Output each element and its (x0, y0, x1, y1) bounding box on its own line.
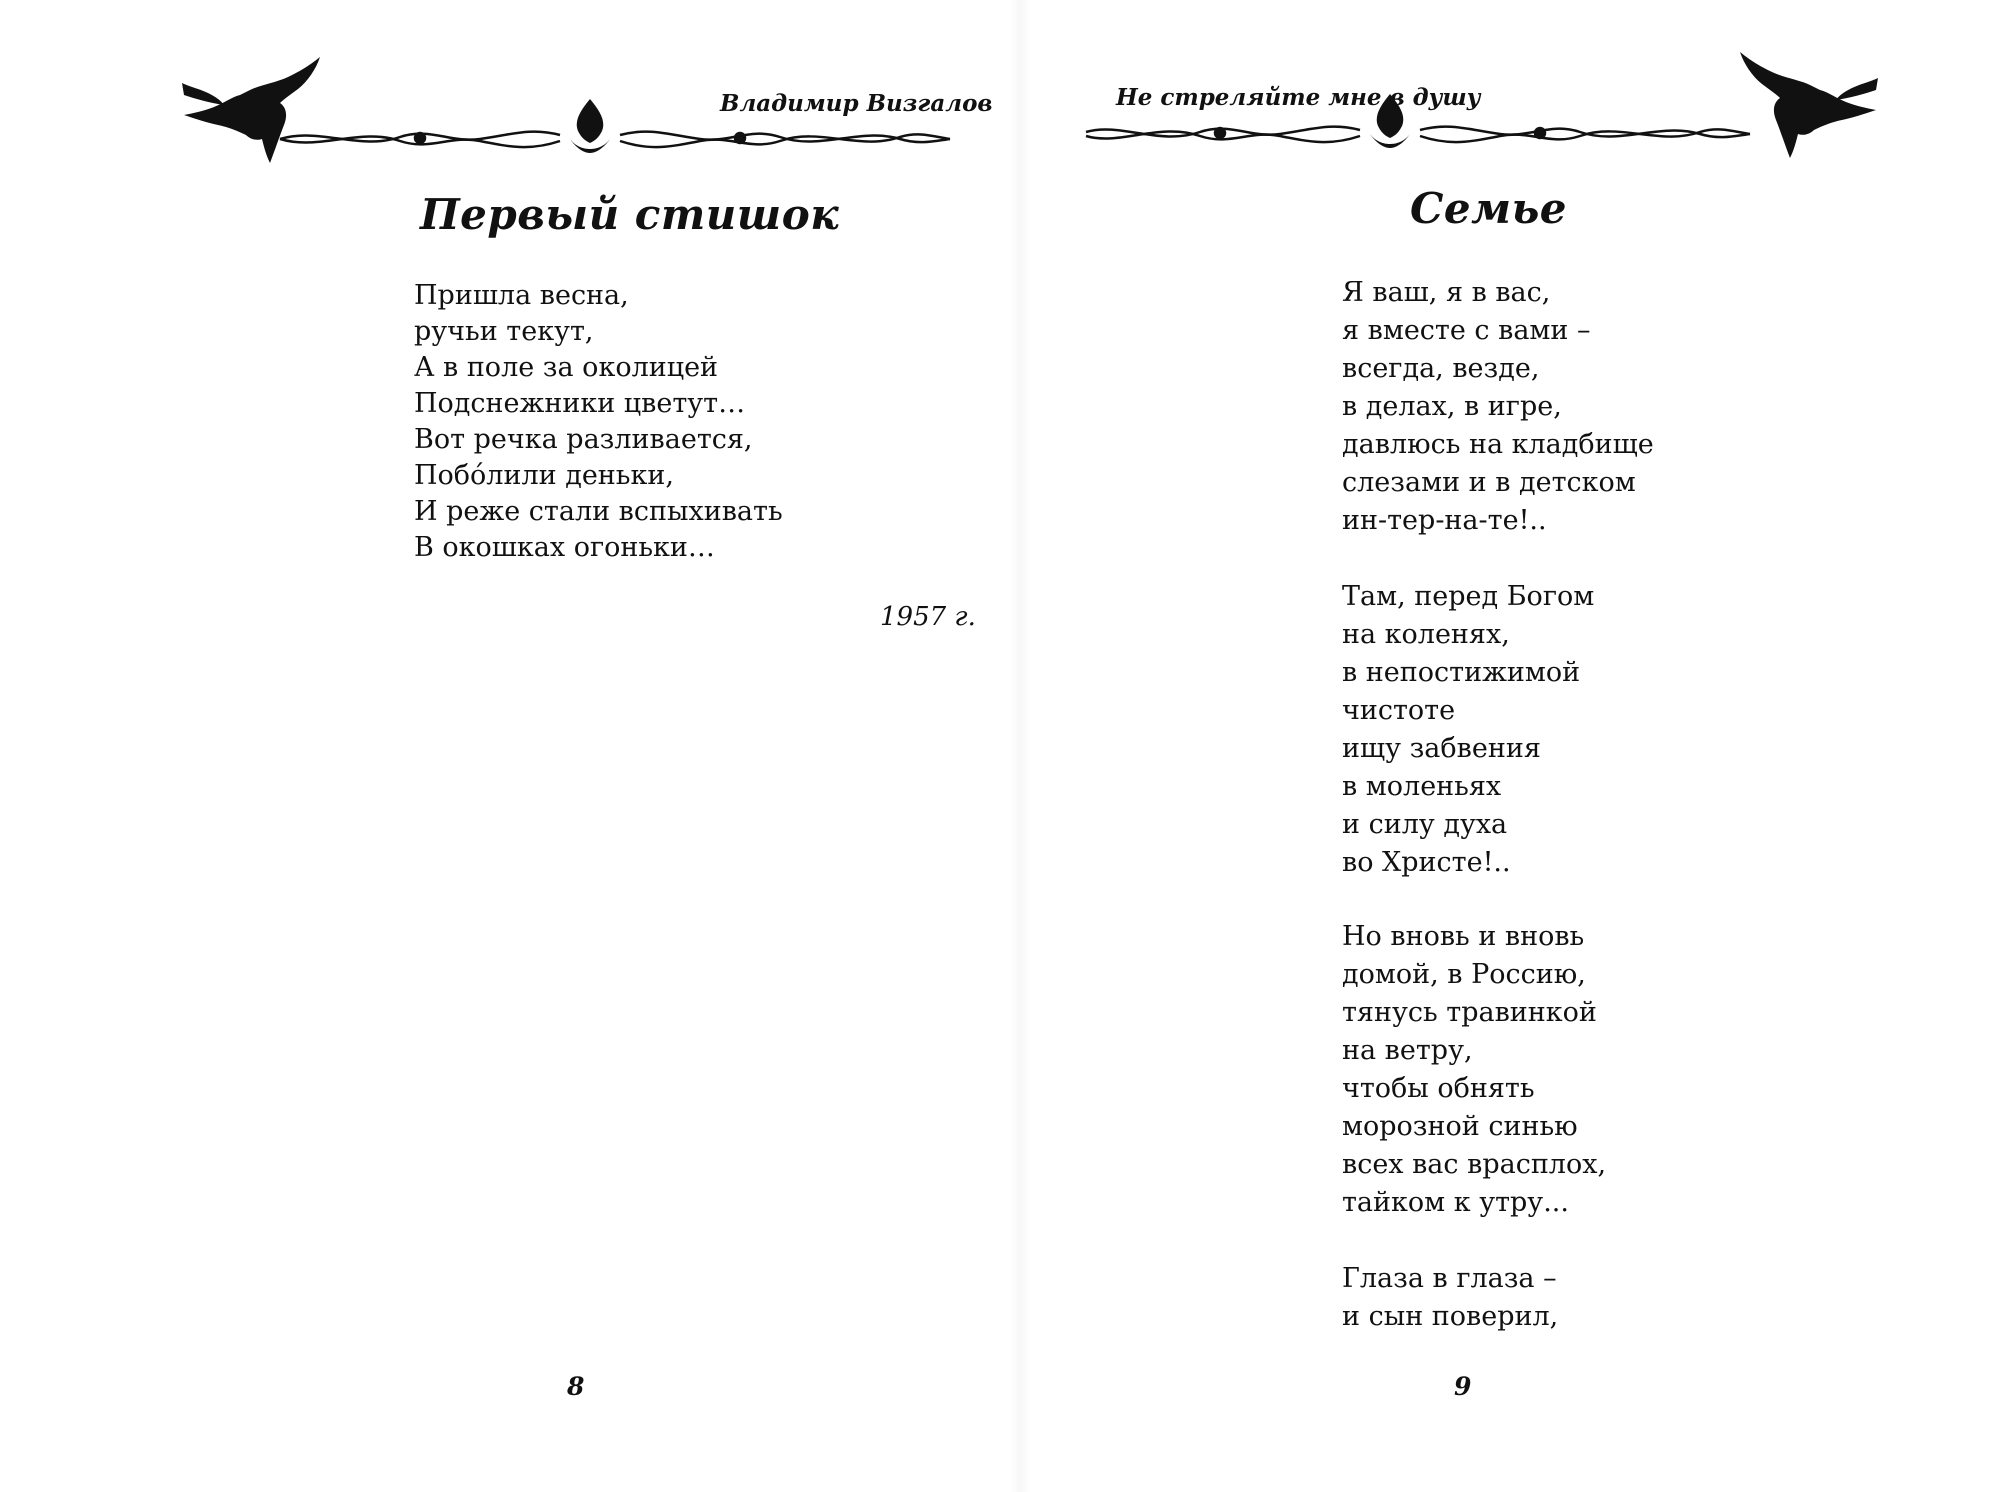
poem-line: чистоте (1342, 695, 1456, 726)
poem-line: и сын поверил, (1342, 1301, 1559, 1332)
poem-line: на ветру, (1342, 1035, 1473, 1066)
poem-line: ручьи текут, (414, 316, 594, 347)
poem-line: Подснежники цветут… (414, 388, 746, 419)
poem-line: я вместе с вами – (1342, 315, 1591, 346)
poem-stanza (1342, 274, 1654, 540)
poem-line: на коленях, (1342, 619, 1510, 650)
page-number: 8 (567, 1372, 585, 1401)
poem-line: в непостижимой (1342, 657, 1581, 688)
dove-icon (1740, 52, 1878, 158)
poem-line: Глаза в глаза – (1342, 1263, 1557, 1294)
page-number: 9 (1454, 1372, 1472, 1401)
poem-line: А в поле за околицей (414, 352, 719, 383)
poem-line: тянусь травинкой (1342, 997, 1597, 1028)
poem-line: слезами и в детском (1342, 467, 1636, 498)
flame-ornament-icon (570, 99, 610, 153)
poem-line: Там, перед Богом (1342, 581, 1595, 612)
poem-line: Я ваш, я в вас, (1342, 277, 1551, 308)
poem-line: тайком к утру... (1342, 1187, 1569, 1218)
poem-line: давлюсь на кладбище (1342, 429, 1654, 460)
poem-line: ищу забвения (1342, 733, 1541, 764)
poem-stanza (414, 278, 783, 566)
poem-stanza (1342, 1260, 1558, 1336)
poem-stanza (1342, 578, 1594, 882)
poem-line: всегда, везде, (1342, 353, 1540, 384)
poem-line: домой, в Россию, (1342, 959, 1586, 990)
dove-icon (182, 57, 320, 163)
poem-line: Вот речка разливается, (414, 424, 753, 455)
running-head: Владимир Визгалов (720, 90, 993, 117)
poem-line: во Христе!.. (1342, 847, 1511, 878)
poem-line: в моленьях (1342, 771, 1502, 802)
poem-line: всех вас врасплох, (1342, 1149, 1607, 1180)
poem-line: в делах, в игре, (1342, 391, 1562, 422)
flourish-divider-icon (1086, 127, 1750, 143)
poem-line: И реже стали вспыхивать (414, 496, 783, 527)
poem-line: ин-тер-на-те!.. (1342, 505, 1547, 536)
poem-title: Первый стишок (420, 190, 840, 239)
poem-line: В окошках огоньки… (414, 532, 715, 563)
running-head: Не стреляйте мне в душу (1116, 84, 1481, 111)
poem-title: Семье (1410, 184, 1568, 233)
poem-stanza (1342, 918, 1606, 1222)
poem-line: чтобы обнять (1342, 1073, 1535, 1104)
poem-line: Но вновь и вновь (1342, 921, 1585, 952)
poem-line: морозной синью (1342, 1111, 1578, 1142)
poem-line: и силу духа (1342, 809, 1508, 840)
poem-date: 1957 г. (880, 602, 976, 632)
flourish-divider-icon (280, 132, 950, 148)
poem-line: Пришла весна, (414, 280, 629, 311)
right-page (1020, 0, 2000, 1492)
poem-line: Побóлили деньки, (414, 460, 674, 491)
